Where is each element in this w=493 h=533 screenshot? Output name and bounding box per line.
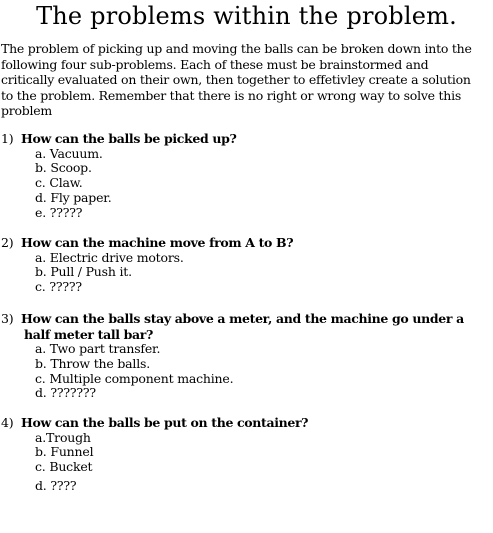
question-text	[21, 311, 466, 342]
option-item: b. Scoop.	[35, 160, 92, 176]
option-item: d. ???????	[35, 385, 96, 401]
question-1	[1, 131, 491, 220]
option-item: c. Multiple component machine.	[35, 370, 234, 386]
option-item: c. Bucket	[35, 459, 93, 475]
option-item: b. Funnel	[35, 444, 94, 460]
option-item: a. Vacuum.	[35, 145, 103, 161]
option-list	[1, 342, 491, 401]
page-title: The problems within the problem.	[36, 2, 457, 30]
question-number: 3)	[1, 311, 14, 326]
option-item: e. ?????	[35, 204, 83, 220]
question-text-line-2: half meter tall bar?	[24, 326, 153, 342]
option-item: c. Claw.	[35, 175, 83, 191]
option-item: a. Electric drive motors.	[35, 249, 184, 265]
option-item: b. Throw the balls.	[35, 355, 150, 371]
question-number: 2)	[1, 235, 14, 250]
option-item: d. ????	[35, 477, 77, 493]
question-text: How can the balls be put on the container?	[21, 415, 309, 430]
question-text: How can the balls be picked up?	[21, 131, 237, 146]
question-text-line-1: How can the balls stay above a meter, and the machine go under a	[21, 311, 464, 326]
question-2	[1, 235, 491, 295]
option-item: a.Trough	[35, 429, 91, 445]
question-4	[1, 415, 491, 494]
option-list	[1, 147, 491, 221]
question-number: 1)	[1, 131, 14, 146]
option-item: d. Fly paper.	[35, 189, 112, 205]
option-item: c. ?????	[35, 279, 82, 295]
option-item: b. Pull / Push it.	[35, 264, 132, 280]
intro-paragraph: The problem of picking up and moving the balls can be broken down into the following four sub-problems. Each of these must be brainstormed and critically evaluated on their own, then together to effetivley create a solution to the problem. Remember that there is no right or wrong way to solve this problem	[1, 41, 472, 119]
option-list	[1, 431, 491, 494]
question-3	[1, 311, 491, 401]
question-number: 4)	[1, 415, 14, 430]
question-text: How can the machine move from A to B?	[21, 235, 294, 250]
option-item: a. Two part transfer.	[35, 341, 161, 356]
option-list	[1, 251, 491, 295]
